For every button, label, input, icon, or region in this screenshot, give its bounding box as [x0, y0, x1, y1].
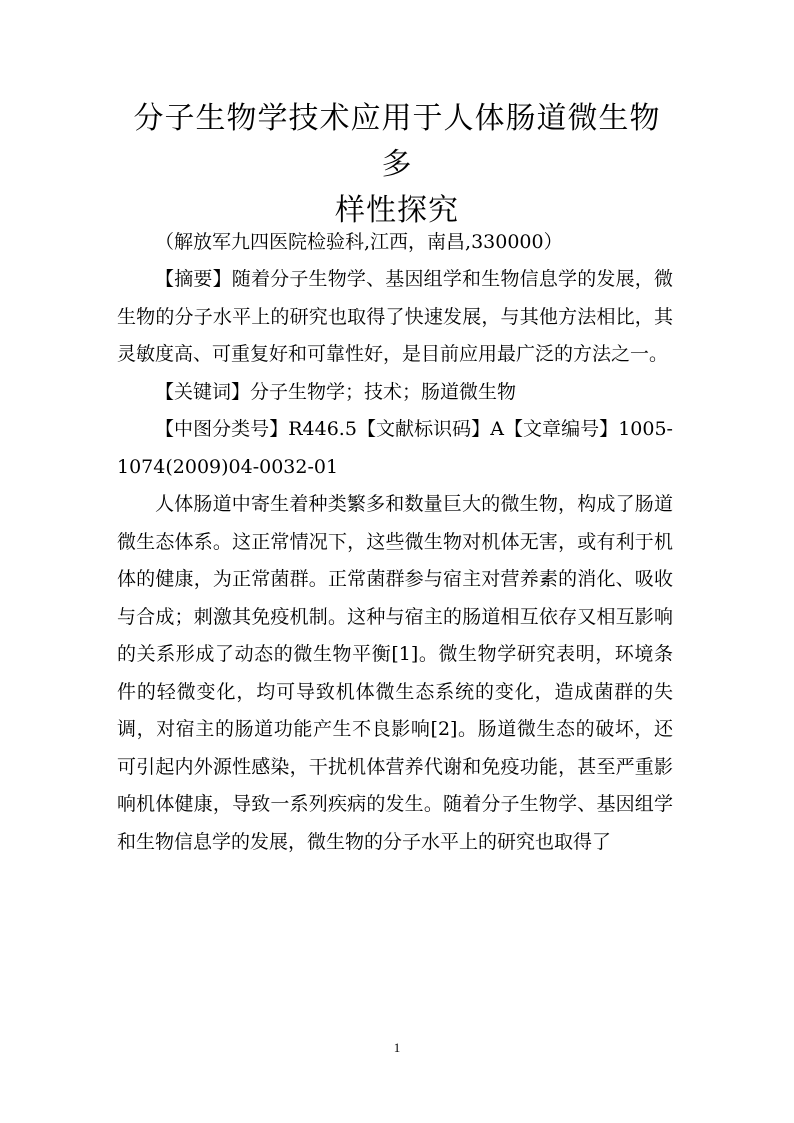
title-line-2: 样性探究 — [335, 193, 459, 228]
document-title — [120, 96, 674, 234]
page-number: 1 — [393, 1040, 401, 1055]
keywords-text: 分子生物学；技术；肠道微生物 — [250, 380, 517, 403]
title-line-1: 分子生物学技术应用于人体肠道微生物多 — [133, 101, 661, 182]
abstract-paragraph — [117, 261, 673, 374]
keywords-paragraph — [117, 374, 673, 412]
body-paragraph: 人体肠道中寄生着种类繁多和数量巨大的微生物，构成了肠道微生态体系。这正常情况下，这些微生物对机体无害，或有利于机体的健康，为正常菌群。正常菌群参与宿主对营养素的消化、吸收与合成；刺激其免疫机制。这种与宿主的肠道相互依存又相互影响的关系形成了动态的微生物平衡[1]。微生物学研究表明，环境条件的轻微变化，均可导致机体微生态系统的变化，造成菌群的失调，对宿主的肠道功能产生不良影响[2]。肠道微生态的破坏，还可引起内外源性感染，干扰机体营养代谢和免疫功能，甚至严重影响机体健康，导致一系列疾病的发生。随着分子生物学、基因组学和生物信息学的发展，微生物的分子水平上的研究也取得了 — [117, 493, 673, 853]
clc-value: R446.5 — [288, 418, 357, 440]
article-number-label: 【文章编号】 — [503, 418, 619, 440]
keywords-label: 【关键词】 — [155, 380, 251, 403]
classification-paragraph — [117, 411, 673, 486]
doc-code-label: 【文献标识码】 — [356, 418, 491, 440]
abstract-text: 随着分子生物学、基因组学和生物信息学的发展，微生物的分子水平上的研究也取得了快速发展，与其他方法相比，其灵敏度高、可重复好和可靠性好，是目前应用最广泛的方法之一。 — [117, 268, 673, 365]
clc-label: 【中图分类号】 — [155, 418, 289, 440]
affiliation: （解放军九四医院检验科,江西，南昌,330000） — [155, 231, 563, 253]
doc-code-value: A — [490, 418, 504, 440]
main-text — [117, 261, 673, 861]
abstract-label: 【摘要】 — [155, 268, 232, 290]
article-number-value: 1005-1074(2009)04-0032-01 — [117, 418, 673, 478]
